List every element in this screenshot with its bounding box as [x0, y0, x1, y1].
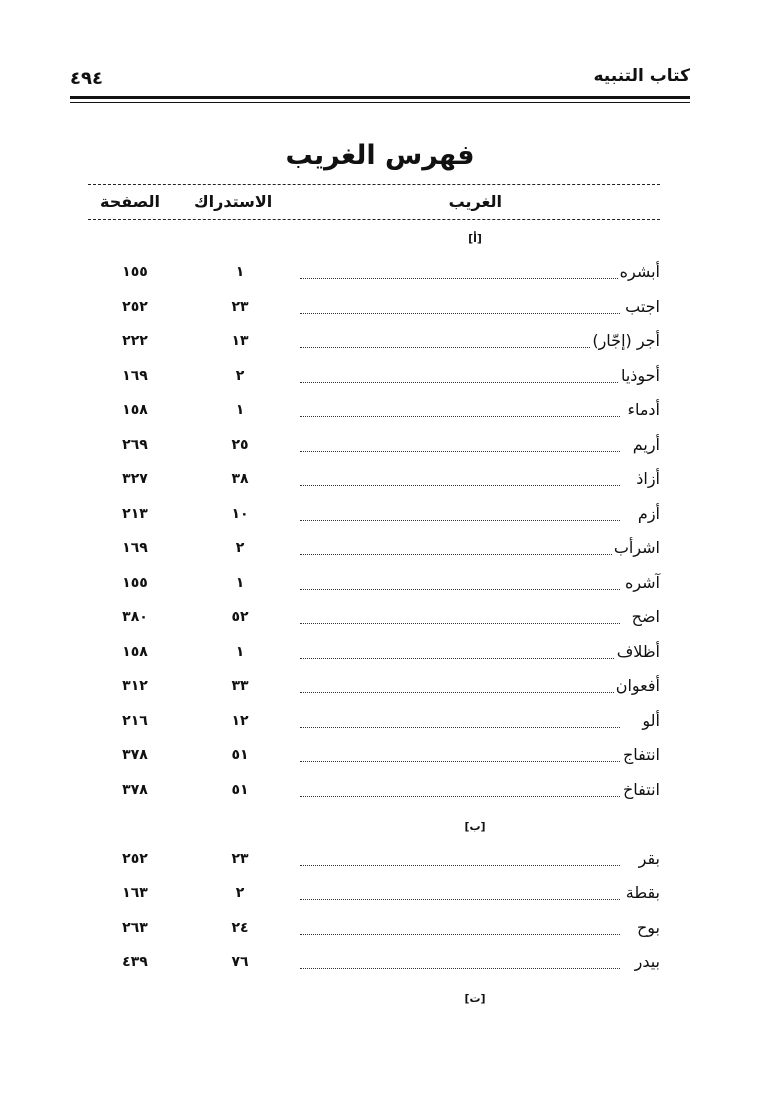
entry-reference: ٢٣: [231, 299, 249, 315]
index-entry: [95, 258, 660, 288]
section-letter: [أ]: [468, 232, 482, 245]
index-entry: [95, 603, 660, 633]
dot-leader: [300, 796, 620, 797]
dot-leader: [300, 554, 620, 555]
entry-page: ٣٨٠: [122, 609, 148, 625]
table-header-rule: [88, 219, 660, 220]
entry-page: ٢٦٣: [122, 920, 148, 936]
entry-word: انتفاج: [622, 745, 660, 764]
dot-leader: [300, 865, 620, 866]
dot-leader: [300, 313, 620, 314]
index-entry: [95, 431, 660, 461]
entry-reference: ١: [235, 644, 245, 660]
column-header-page: الصفحة: [100, 192, 161, 211]
entry-reference: ١٣: [231, 333, 249, 349]
entry-word: أريم: [632, 435, 660, 454]
dot-leader: [300, 692, 620, 693]
index-entry: [95, 362, 660, 392]
entry-page: ٢٦٩: [122, 437, 148, 453]
entry-reference: ١: [235, 402, 245, 418]
entry-word: اضح: [631, 607, 660, 626]
index-entry: [95, 879, 660, 909]
entry-reference: ١: [235, 575, 245, 591]
dot-leader: [300, 451, 620, 452]
index-title: فهرس الغريب: [285, 140, 475, 171]
entry-reference: ٢: [235, 885, 245, 901]
entry-page: ١٥٨: [122, 644, 148, 660]
index-entry: [95, 638, 660, 668]
entry-word: بقطة: [625, 883, 660, 902]
index-entry: [95, 569, 660, 599]
entry-page: ٣١٢: [122, 678, 148, 694]
dot-leader: [300, 520, 620, 521]
entry-word: بيدر: [634, 952, 660, 971]
header-rule-thick: [70, 96, 690, 99]
entry-page: ٢٥٢: [122, 851, 148, 867]
entry-word: أفعوان: [615, 676, 660, 695]
entry-page: ١٦٩: [122, 540, 148, 556]
entry-reference: ٣٣: [231, 678, 249, 694]
entry-page: ٢٥٢: [122, 299, 148, 315]
index-entry: [95, 741, 660, 771]
index-entry: [95, 500, 660, 530]
entry-word: اشرأب: [613, 538, 660, 557]
dot-leader: [300, 623, 620, 624]
index-entry: [95, 948, 660, 978]
entry-reference: ٣٨: [231, 471, 249, 487]
entry-page: ٢٢٢: [122, 333, 148, 349]
entry-page: ١٥٥: [122, 264, 148, 280]
entry-page: ٢١٣: [122, 506, 148, 522]
entry-reference: ١٠: [231, 506, 249, 522]
entry-word: اجتب: [625, 297, 660, 316]
dot-leader: [300, 382, 620, 383]
entry-word: أدماء: [627, 400, 660, 419]
entry-reference: ١: [235, 264, 245, 280]
page-number: ٤٩٤: [70, 68, 103, 89]
entry-page: ١٥٥: [122, 575, 148, 591]
index-entry: [95, 396, 660, 426]
dot-leader: [300, 347, 620, 348]
entry-reference: ٢٤: [231, 920, 249, 936]
entry-reference: ١٢: [231, 713, 249, 729]
entry-reference: ٢٣: [231, 851, 249, 867]
entry-page: ٢١٦: [122, 713, 148, 729]
dot-leader: [300, 658, 620, 659]
header-rule-thin: [70, 102, 690, 103]
index-entry: [95, 534, 660, 564]
entry-reference: ٢: [235, 540, 245, 556]
table-top-rule: [88, 184, 660, 185]
dot-leader: [300, 416, 620, 417]
index-entry: [95, 672, 660, 702]
entry-page: ١٥٨: [122, 402, 148, 418]
index-entry: [95, 707, 660, 737]
entry-reference: ٢: [235, 368, 245, 384]
entry-page: ٣٢٧: [122, 471, 148, 487]
dot-leader: [300, 727, 620, 728]
section-letter: [ت]: [464, 992, 486, 1005]
index-entry: [95, 845, 660, 875]
entry-page: ١٦٩: [122, 368, 148, 384]
entry-word: أظلاف: [616, 642, 660, 661]
index-entry: [95, 465, 660, 495]
entry-reference: ٧٦: [231, 954, 249, 970]
index-entry: [95, 914, 660, 944]
dot-leader: [300, 485, 620, 486]
entry-page: ١٦٣: [122, 885, 148, 901]
dot-leader: [300, 934, 620, 935]
entry-word: أزاذ: [636, 469, 660, 488]
dot-leader: [300, 968, 620, 969]
entry-page: ٣٧٨: [122, 782, 148, 798]
section-letter: [ب]: [464, 820, 486, 833]
entry-word: أحوذيا: [620, 366, 660, 385]
dot-leader: [300, 278, 620, 279]
entry-word: آشره: [624, 573, 660, 592]
column-header-word: الغريب: [448, 192, 502, 211]
entry-reference: ٥١: [231, 782, 249, 798]
running-head: [70, 62, 690, 92]
column-header-reference: الاستدراك: [194, 192, 273, 211]
entry-word: بقر: [638, 849, 660, 868]
dot-leader: [300, 761, 620, 762]
index-entry: [95, 776, 660, 806]
entry-word: أزم: [637, 504, 660, 523]
entry-word: أبشره: [619, 262, 660, 281]
index-entry: [95, 327, 660, 357]
entry-page: ٣٧٨: [122, 747, 148, 763]
entry-word: أجر (إجّار): [592, 331, 660, 350]
dot-leader: [300, 589, 620, 590]
index-entry: [95, 293, 660, 323]
entry-word: انتفاخ: [622, 780, 660, 799]
dot-leader: [300, 899, 620, 900]
entry-reference: ٥١: [231, 747, 249, 763]
entry-page: ٤٣٩: [122, 954, 148, 970]
book-title: كتاب التنبيه: [593, 66, 690, 86]
entry-word: بوح: [636, 918, 660, 937]
entry-reference: ٥٢: [231, 609, 249, 625]
entry-reference: ٢٥: [231, 437, 249, 453]
entry-word: ألو: [642, 711, 660, 730]
